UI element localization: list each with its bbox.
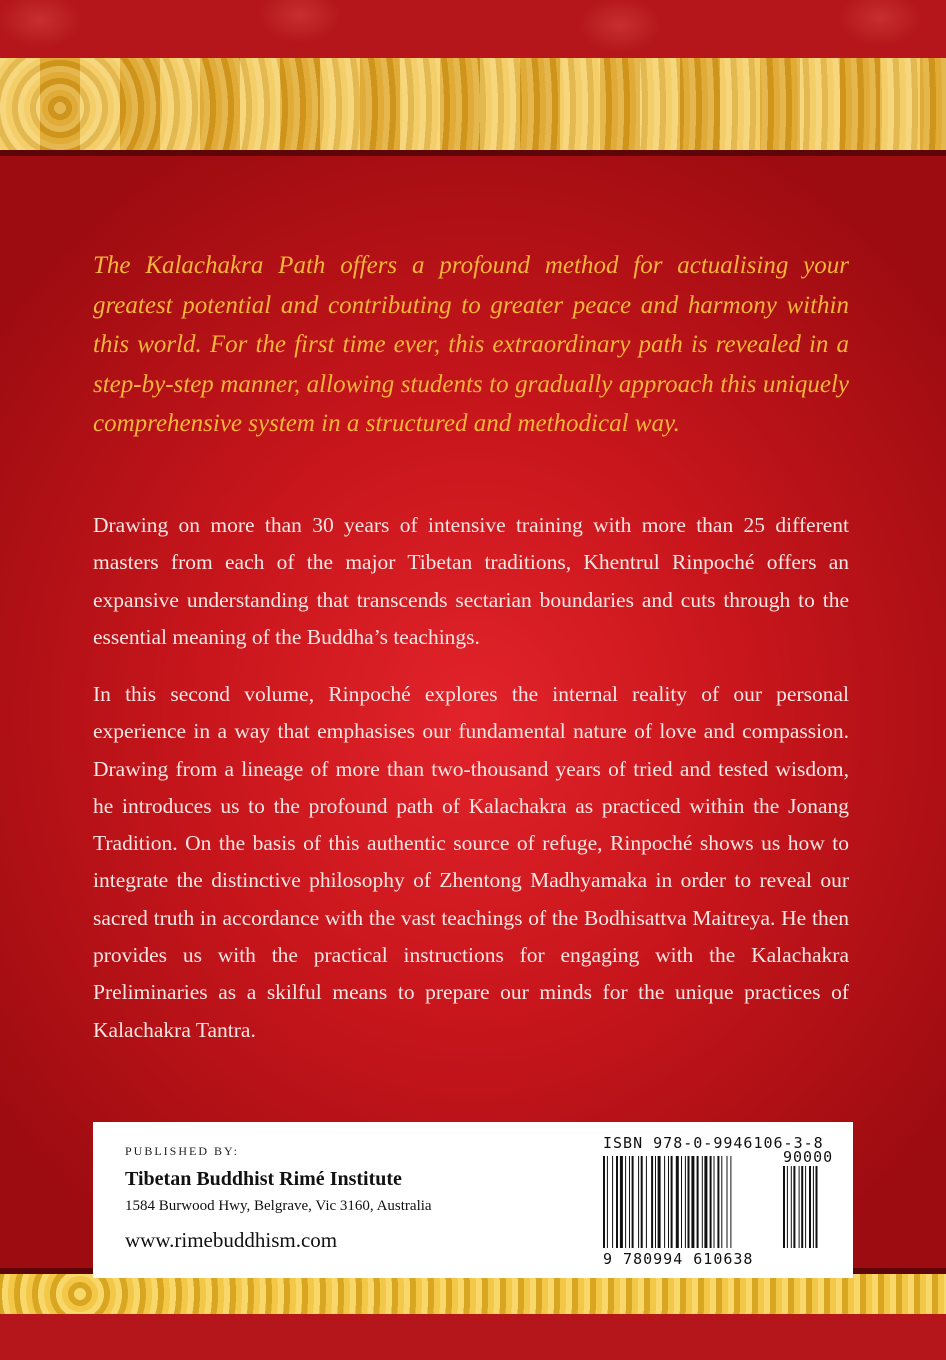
bottom-gold-brocade-strip <box>0 1274 946 1314</box>
publisher-address: 1584 Burwood Hwy, Belgrave, Vic 3160, Australia <box>125 1198 432 1214</box>
isbn-text: ISBN 978-0-9946106-3-8 <box>603 1134 824 1152</box>
top-gold-brocade-strip <box>0 58 946 150</box>
top-decorative-band <box>0 0 946 150</box>
publisher-name: Tibetan Buddhist Rimé Institute <box>125 1168 402 1190</box>
price-code: 90000 <box>783 1148 834 1166</box>
publisher-website: www.rimebuddhism.com <box>125 1228 338 1252</box>
body-paragraph-2: In this second volume, Rinpoché explores the internal reality of our personal experience in a way that emphasises our fundamental nature of love and compassion. Drawing from a lineage of more than two-thousand years of tried and tested wisdom, he introduces us to the profound path of Kalachakra as practiced within the Jonang Tradition. On the basis of this authentic source of refuge, Rinpoché shows us how to integrate the distinctive philosophy of Zhentong Madhyamaka in order to reveal our sacred truth in accordance with the vast teachings of the Bodhisattva Maitreya. He then provides us with the practical instructions for engaging with the Kalachakra Preliminaries as a skilful means to prepare our minds for the unique practices of Kalachakra Tantra. <box>93 682 849 1042</box>
bottom-decorative-band <box>0 1314 946 1360</box>
published-by-label: PUBLISHED BY: <box>125 1144 239 1158</box>
body-paragraph-1: Drawing on more than 30 years of intensive training with more than 25 different masters from each of the major Tibetan traditions, Khentrul Rinpoché offers an expansive understanding that transcends sectarian boundaries and cuts through to the essential meaning of the Buddha’s teachings. <box>93 513 849 649</box>
barcode-graphic <box>603 1156 833 1248</box>
intro-blurb: The Kalachakra Path offers a profound method for actualising your greatest potential and contributing to greater peace and harmony within this world. For the first time ever, this extraordinary path is revealed in a step-by-step manner, allowing students to gradually approach this uniquely comprehensive system in a structured and methodical way. <box>93 252 849 437</box>
publisher-box <box>93 1122 853 1278</box>
barcode-digits: 9 780994 610638 <box>603 1250 754 1268</box>
